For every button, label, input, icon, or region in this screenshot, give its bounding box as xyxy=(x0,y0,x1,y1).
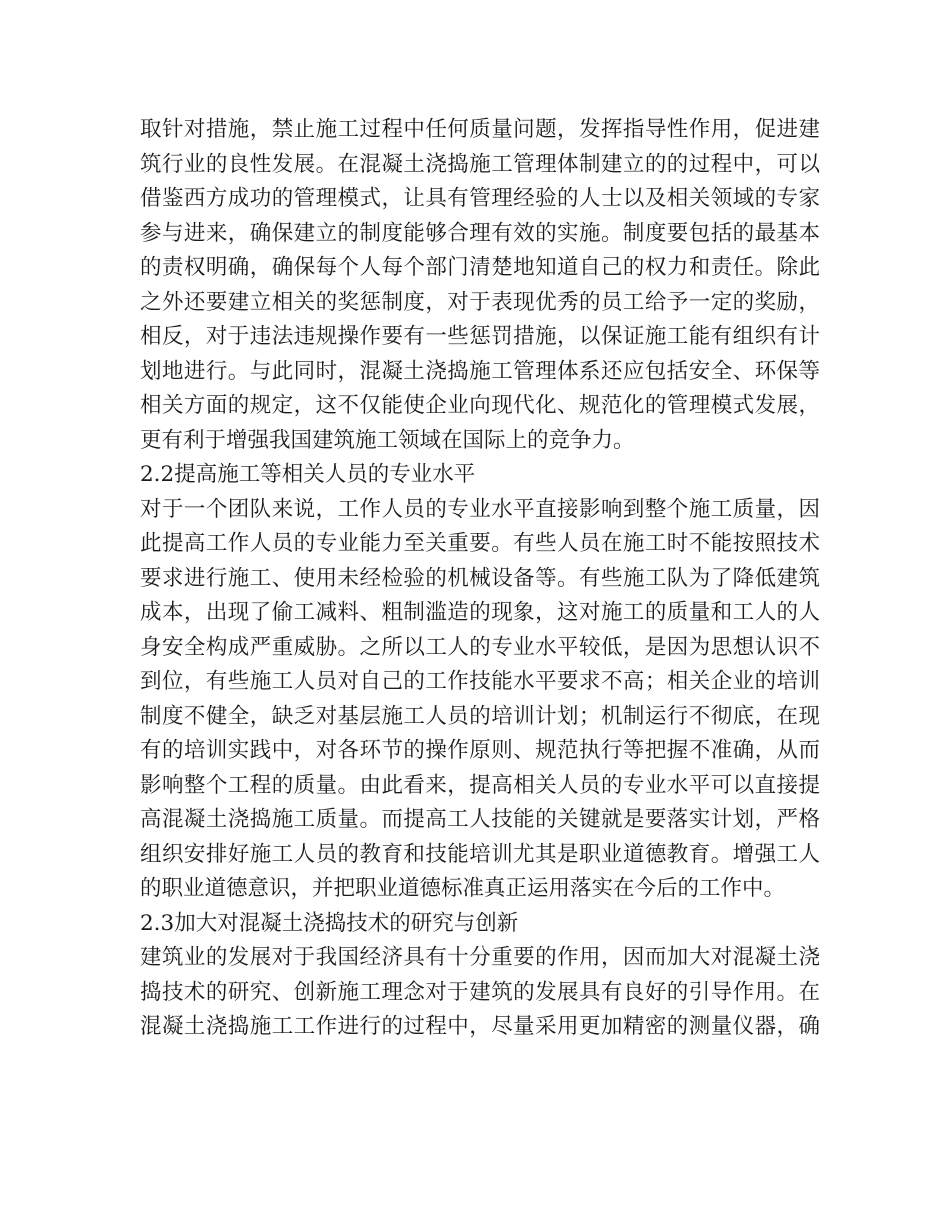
paragraph-line: 筑行业的良性发展。在混凝土浇捣施工管理体制建立的的过程中，可以 xyxy=(140,151,820,177)
paragraph-line: 混凝土浇捣施工工作进行的过程中，尽量采用更加精密的测量仪器，确 xyxy=(140,1014,820,1039)
paragraph-line: 组织安排好施工人员的教育和技能培训尤其是职业道德教育。增强工人 xyxy=(140,841,820,867)
paragraph-line: 的责权明确，确保每个人每个部门清楚地知道自己的权力和责任。除此 xyxy=(140,255,820,280)
paragraph-line: 高混凝土浇捣施工质量。而提高工人技能的关键就是要落实计划，严格 xyxy=(140,807,820,832)
section-heading-2-3: 2.3加大对混凝土浇捣技术的研究与创新 xyxy=(140,910,519,936)
section-heading-2-2: 2.2提高施工等相关人员的专业水平 xyxy=(140,462,476,487)
paragraph-last-line: 更有利于增强我国建筑施工领域在国际上的竞争力。 xyxy=(140,427,635,453)
paragraph-line: 对于一个团队来说，工作人员的专业水平直接影响到整个施工质量，因 xyxy=(140,496,820,522)
paragraph-line: 此提高工作人员的专业能力至关重要。有些人员在施工时不能按照技术 xyxy=(140,531,820,556)
paragraph-line: 相反，对于违法违规操作要有一些惩罚措施，以保证施工能有组织有计 xyxy=(140,324,820,349)
paragraph-line: 取针对措施，禁止施工过程中任何质量问题，发挥指导性作用，促进建 xyxy=(140,117,820,142)
paragraph-line: 到位，有些施工人员对自己的工作技能水平要求不高；相关企业的培训 xyxy=(140,669,820,694)
paragraph-line: 之外还要建立相关的奖惩制度，对于表现优秀的员工给予一定的奖励， xyxy=(140,289,820,315)
paragraph-line: 成本，出现了偷工减料、粗制滥造的现象，这对施工的质量和工人的人 xyxy=(140,600,820,625)
paragraph-line: 相关方面的规定，这不仅能使企业向现代化、规范化的管理模式发展， xyxy=(140,393,820,418)
paragraph-line: 参与进来，确保建立的制度能够合理有效的实施。制度要包括的最基本 xyxy=(140,220,820,246)
paragraph-line: 有的培训实践中，对各环节的操作原则、规范执行等把握不准确，从而 xyxy=(140,738,820,763)
paragraph-line: 划地进行。与此同时，混凝土浇捣施工管理体系还应包括安全、环保等 xyxy=(140,358,820,384)
paragraph-line: 要求进行施工、使用未经检验的机械设备等。有些施工队为了降低建筑 xyxy=(140,565,820,591)
paragraph-line: 制度不健全，缺乏对基层施工人员的培训计划；机制运行不彻底，在现 xyxy=(140,703,820,729)
paragraph-line: 影响整个工程的质量。由此看来，提高相关人员的专业水平可以直接提 xyxy=(140,772,820,798)
paragraph-last-line: 的职业道德意识，并把职业道德标准真正运用落实在今后的工作中。 xyxy=(140,876,786,901)
paragraph-line: 借鉴西方成功的管理模式，让具有管理经验的人士以及相关领域的专家 xyxy=(140,186,820,211)
paragraph-line: 身安全构成严重威胁。之所以工人的专业水平较低，是因为思想认识不 xyxy=(140,634,820,660)
paragraph-line: 捣技术的研究、创新施工理念对于建筑的发展具有良好的引导作用。在 xyxy=(140,979,820,1005)
paragraph-line: 建筑业的发展对于我国经济具有十分重要的作用，因而加大对混凝土浇 xyxy=(140,945,820,970)
document-page xyxy=(140,113,820,1045)
